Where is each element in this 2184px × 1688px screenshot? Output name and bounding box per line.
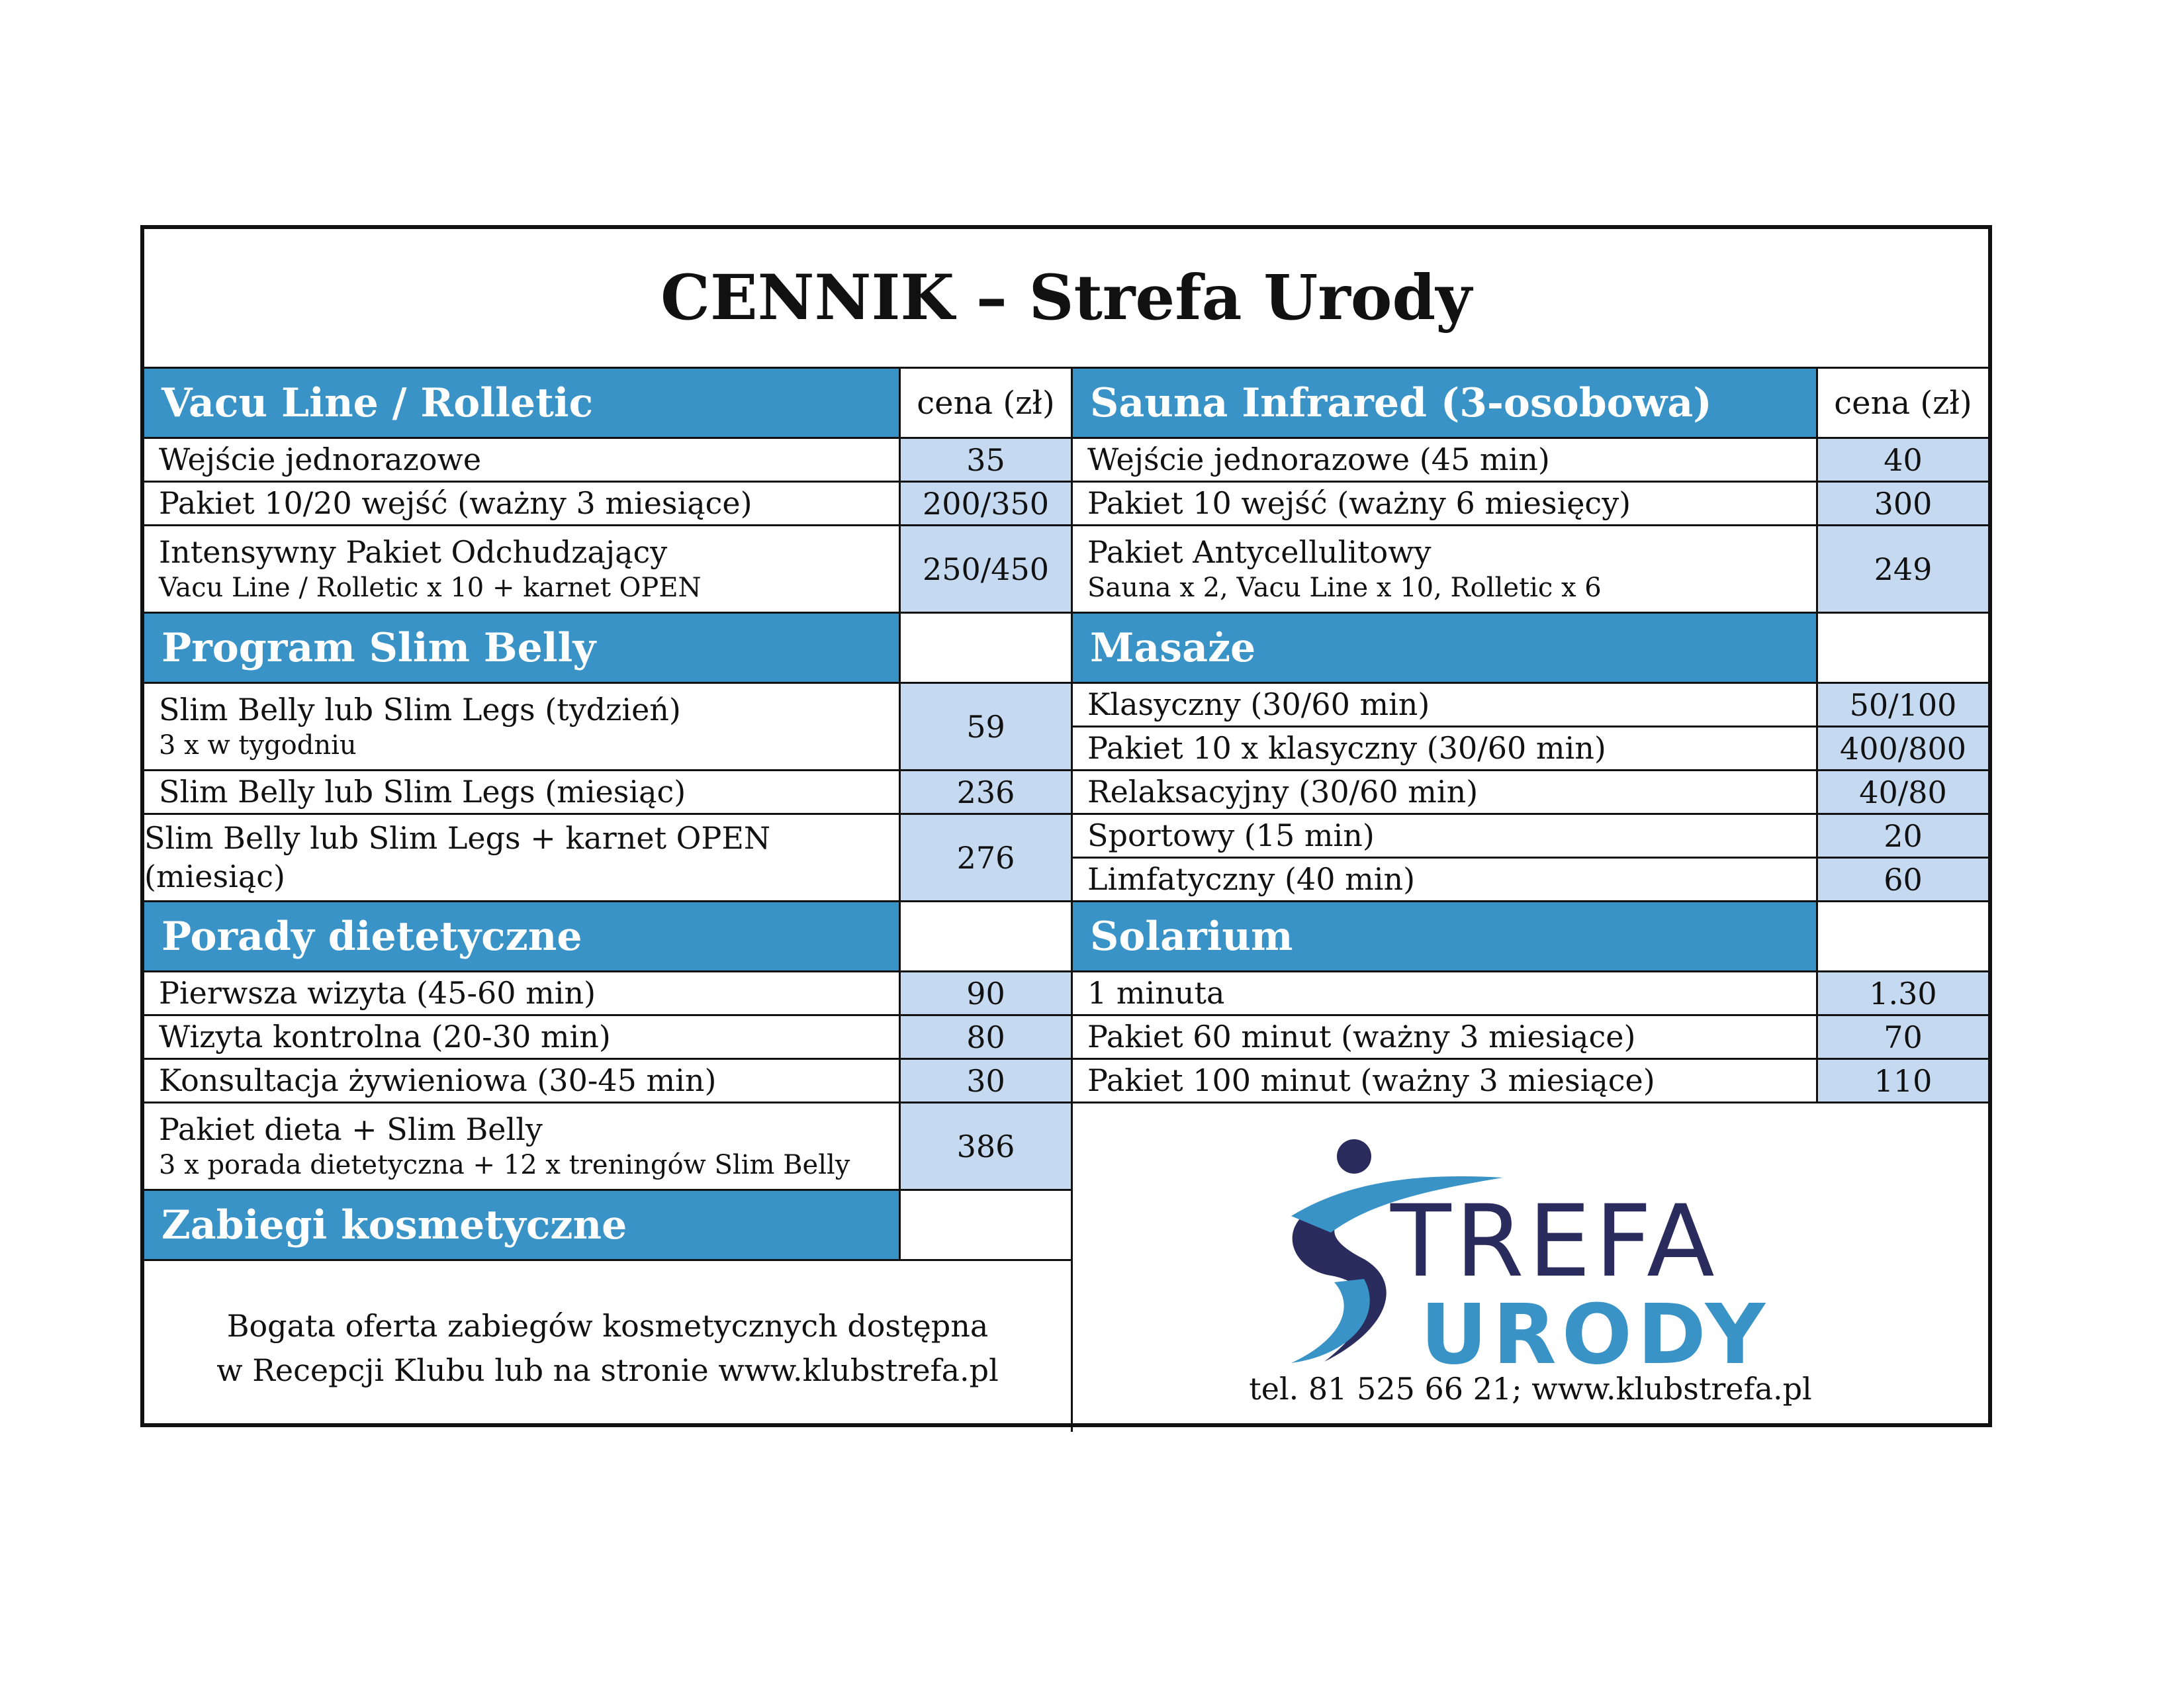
logo-word-urody: URODY: [1420, 1287, 1771, 1368]
item-price: 70: [1816, 1016, 1988, 1058]
item-label: Pakiet 10 x klasyczny (30/60 min): [1073, 727, 1816, 769]
price-row: [144, 769, 1071, 813]
section-header-solarium: [1073, 900, 1988, 970]
item-label: Klasyczny (30/60 min): [1073, 684, 1816, 726]
strefa-urody-logo: [1251, 1117, 1821, 1368]
section-title: Zabiegi kosmetyczne: [144, 1191, 899, 1259]
price-row: [1073, 1014, 1988, 1058]
item-label: Slim Belly lub Slim Legs (miesiąc): [144, 771, 899, 813]
item-price: 40: [1816, 439, 1988, 481]
price-list-sheet: [140, 225, 1992, 1427]
item-label: Wejście jednorazowe (45 min): [1073, 439, 1816, 481]
price-column-header-empty: [899, 1191, 1071, 1259]
item-sublabel: 3 x porada dietetyczna + 12 x treningów Slim Belly: [159, 1150, 850, 1181]
note-line: w Recepcji Klubu lub na stronie www.klubstrefa.pl: [216, 1352, 999, 1388]
section-title: Porady dietetyczne: [144, 902, 899, 970]
price-column-header-empty: [899, 614, 1071, 682]
item-label: Slim Belly lub Slim Legs (tydzień) 3 x w tygodniu: [144, 684, 899, 769]
price-row: [144, 481, 1071, 524]
price-row: [1073, 726, 1988, 769]
item-price: 236: [899, 771, 1071, 813]
item-label: Wizyta kontrolna (20-30 min): [144, 1016, 899, 1058]
price-row: [144, 437, 1071, 481]
item-price: 110: [1816, 1060, 1988, 1102]
item-label: Pakiet dieta + Slim Belly 3 x porada dietetyczna + 12 x treningów Slim Belly: [144, 1103, 899, 1189]
price-row: [1073, 813, 1988, 857]
item-price: 80: [899, 1016, 1071, 1058]
note-line: Bogata oferta zabiegów kosmetycznych dostępna: [226, 1307, 989, 1344]
item-price: 386: [899, 1103, 1071, 1189]
section-header-sauna: [1073, 367, 1988, 437]
price-row: [1073, 857, 1988, 900]
item-price: 60: [1816, 859, 1988, 900]
price-row: [144, 1058, 1071, 1102]
item-price: 400/800: [1816, 727, 1988, 769]
item-label: Wejście jednorazowe: [144, 439, 899, 481]
item-label: Pakiet 10 wejść (ważny 6 miesięcy): [1073, 483, 1816, 524]
item-label: Limfatyczny (40 min): [1073, 859, 1816, 900]
right-column: [1071, 367, 1988, 1432]
item-label: Pierwsza wizyta (45-60 min): [144, 972, 899, 1014]
price-row: [144, 682, 1071, 769]
section-title: Sauna Infrared (3-osobowa): [1073, 369, 1816, 437]
item-sublabel: 3 x w tygodniu: [159, 730, 357, 761]
item-label: Pakiet 10/20 wejść (ważny 3 miesiące): [144, 483, 899, 524]
item-price: 276: [899, 815, 1071, 900]
item-price: 30: [899, 1060, 1071, 1102]
item-price: 35: [899, 439, 1071, 481]
section-title: Vacu Line / Rolletic: [144, 369, 899, 437]
price-column-header-empty: [1816, 614, 1988, 682]
left-column: [144, 367, 1071, 1435]
price-row: [1073, 524, 1988, 612]
section-title: Program Slim Belly: [144, 614, 899, 682]
item-price: 20: [1816, 815, 1988, 857]
page-title: CENNIK – Strefa Urody: [660, 261, 1472, 334]
price-row: [144, 524, 1071, 612]
item-label: Sportowy (15 min): [1073, 815, 1816, 857]
price-row: [1073, 970, 1988, 1014]
section-header-slim-belly: [144, 612, 1071, 682]
item-label: Pakiet 60 minut (ważny 3 miesiące): [1073, 1016, 1816, 1058]
logo-word-trefa: TREFA: [1390, 1184, 1719, 1299]
item-label: Slim Belly lub Slim Legs + karnet OPEN (miesiąc): [144, 815, 899, 900]
price-row: [1073, 481, 1988, 524]
price-column-header-empty: [899, 902, 1071, 970]
item-price: 1.30: [1816, 972, 1988, 1014]
item-label: Relaksacyjny (30/60 min): [1073, 771, 1816, 813]
cosmetic-note: [144, 1259, 1071, 1435]
logo-head-dot: [1337, 1139, 1371, 1174]
item-label: Intensywny Pakiet Odchudzający Vacu Line / Rolletic x 10 + karnet OPEN: [144, 526, 899, 612]
section-title: Masaże: [1073, 614, 1816, 682]
section-title: Solarium: [1073, 902, 1816, 970]
item-price: 249: [1816, 526, 1988, 612]
price-row: [1073, 1058, 1988, 1102]
section-header-diet: [144, 900, 1071, 970]
item-sublabel: Sauna x 2, Vacu Line x 10, Rolletic x 6: [1087, 573, 1602, 604]
item-price: 90: [899, 972, 1071, 1014]
item-label: 1 minuta: [1073, 972, 1816, 1014]
price-row: [144, 813, 1071, 900]
price-column-header: cena (zł): [1816, 369, 1988, 437]
price-row: [1073, 682, 1988, 726]
logo-swoosh-light-lower: [1291, 1279, 1370, 1363]
item-label: Pakiet 100 minut (ważny 3 miesiące): [1073, 1060, 1816, 1102]
logo-box: [1073, 1102, 1988, 1432]
item-price: 59: [899, 684, 1071, 769]
item-price: 50/100: [1816, 684, 1988, 726]
section-header-vacu: [144, 367, 1071, 437]
price-row: [144, 1102, 1071, 1189]
item-price: 300: [1816, 483, 1988, 524]
item-price: 200/350: [899, 483, 1071, 524]
section-header-cosmetic: [144, 1189, 1071, 1259]
price-column-header-empty: [1816, 902, 1988, 970]
price-row: [144, 1014, 1071, 1058]
item-price: 40/80: [1816, 771, 1988, 813]
item-price: 250/450: [899, 526, 1071, 612]
price-column-header: cena (zł): [899, 369, 1071, 437]
item-label: Pakiet Antycellulitowy Sauna x 2, Vacu Line x 10, Rolletic x 6: [1073, 526, 1816, 612]
item-sublabel: Vacu Line / Rolletic x 10 + karnet OPEN: [159, 573, 702, 604]
price-row: [144, 970, 1071, 1014]
price-row: [1073, 769, 1988, 813]
item-label: Konsultacja żywieniowa (30-45 min): [144, 1060, 899, 1102]
section-header-massage: [1073, 612, 1988, 682]
contact-info: tel. 81 525 66 21; www.klubstrefa.pl: [1249, 1371, 1812, 1407]
price-row: [1073, 437, 1988, 481]
